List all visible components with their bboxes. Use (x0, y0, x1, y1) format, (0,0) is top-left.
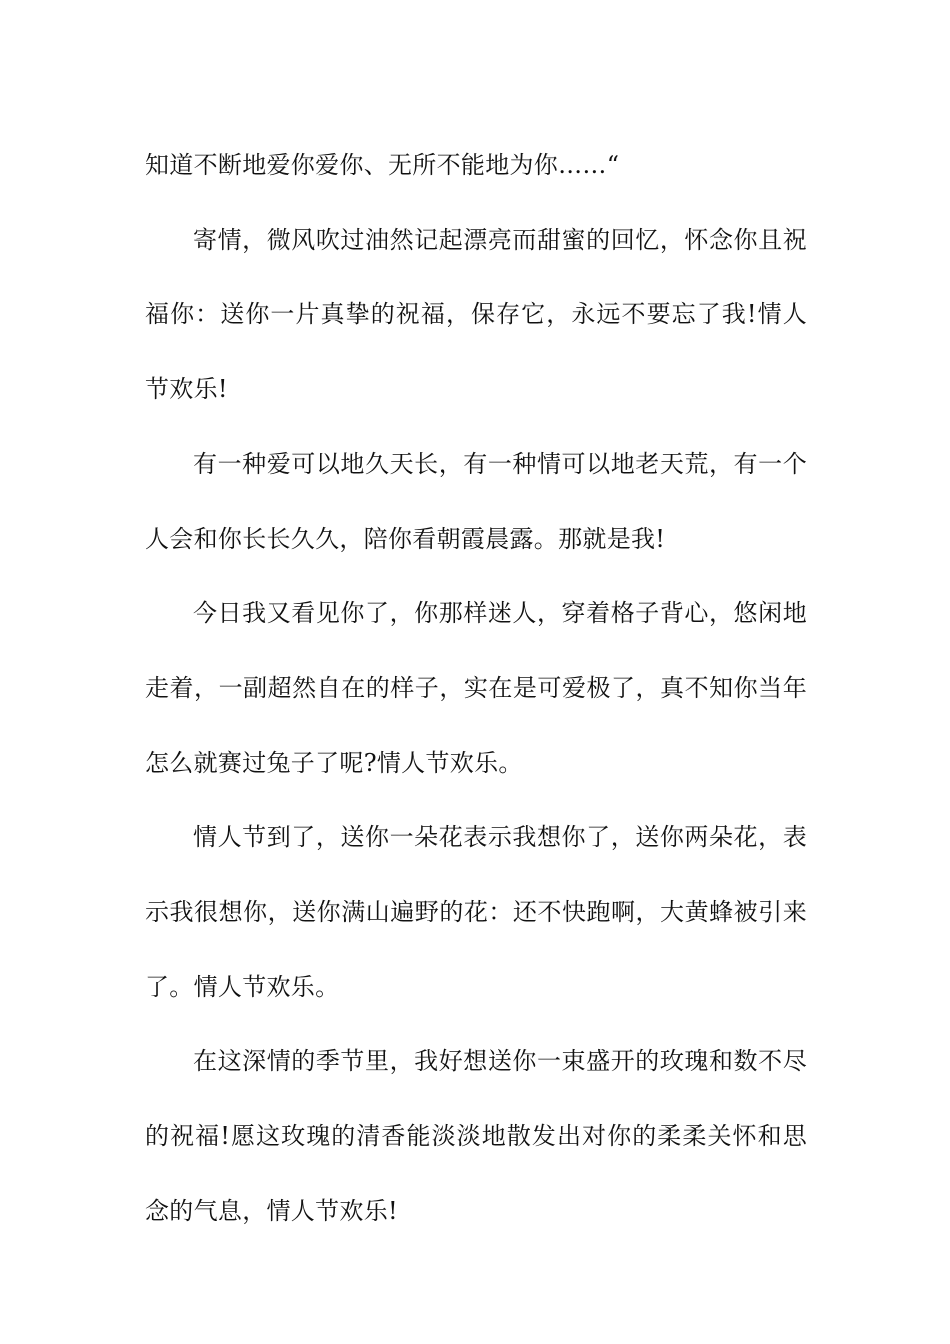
paragraph: 情人节到了，送你一朵花表示我想你了，送你两朵花，表示我很想你，送你满山遍野的花：还不快跑啊，大黄蜂被引来了。情人节欢乐。 (145, 823, 807, 1001)
paragraph: 在这深情的季节里，我好想送你一束盛开的玫瑰和数不尽的祝福!愿这玫瑰的清香能淡淡地散发出对你的柔柔关怀和思念的气息，情人节欢乐! (145, 1047, 807, 1225)
paragraph: 寄情，微风吹过油然记起漂亮而甜蜜的回忆，怀念你且祝福你：送你一片真挚的祝福，保存它，永远不要忘了我!情人节欢乐! (145, 225, 807, 404)
paragraph: 知道不断地爱你爱你、无所不能地为你……“ (145, 151, 620, 179)
paragraph: 今日我又看见你了，你那样迷人，穿着格子背心，悠闲地走着，一副超然自在的样子，实在是可爱极了，真不知你当年怎么就赛过兔子了呢?情人节欢乐。 (145, 599, 807, 777)
paragraph: 有一种爱可以地久天长，有一种情可以地老天荒，有一个人会和你长长久久，陪你看朝霞晨露。那就是我! (145, 449, 807, 553)
document-body (145, 128, 807, 1249)
